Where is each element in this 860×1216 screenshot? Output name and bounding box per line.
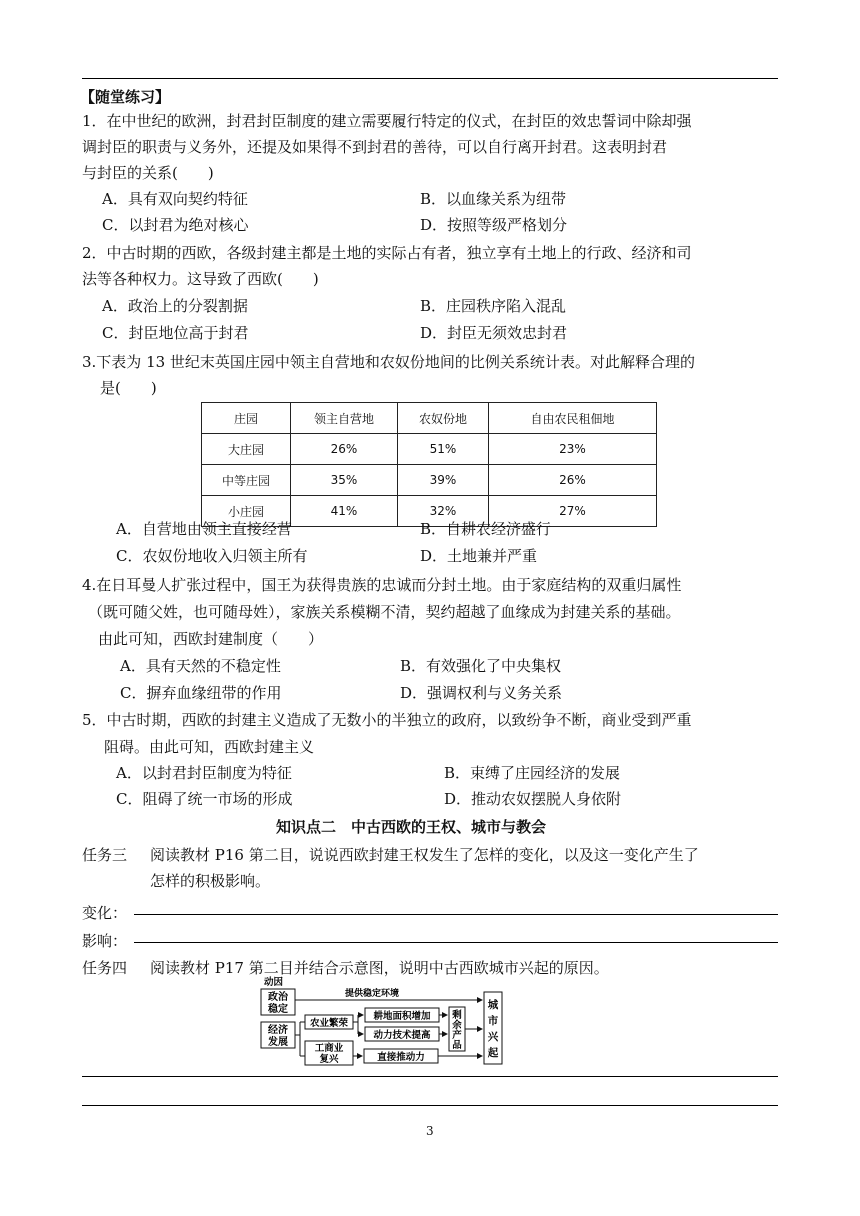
option-d[interactable]: D．推动农奴摆脱人身依附 bbox=[444, 790, 622, 808]
question-line: 4.在日耳曼人扩张过程中，国王为获得贵族的忠诚而分封土地。由于家庭结构的双重归属性 bbox=[82, 576, 682, 594]
manor-ratio-table bbox=[201, 402, 657, 527]
city-rise-diagram bbox=[250, 976, 510, 1068]
option-d[interactable]: D．土地兼并严重 bbox=[420, 547, 538, 565]
question-line: 2．中古时期的西欧，各级封建主都是土地的实际占有者，独立享有土地上的行政、经济和司 bbox=[82, 244, 692, 262]
option-a[interactable]: A．以封君封臣制度为特征 bbox=[116, 764, 292, 782]
option-d[interactable]: D．封臣无须效忠封君 bbox=[420, 324, 568, 342]
question-line: 阻碍。由此可知，西欧封建主义 bbox=[104, 738, 315, 756]
top-rule bbox=[82, 78, 778, 79]
table-cell: 26% bbox=[291, 434, 398, 465]
table-row bbox=[202, 465, 657, 496]
craft-label: 工商业复兴 bbox=[314, 1043, 344, 1065]
option-d[interactable]: D．按照等级严格划分 bbox=[420, 216, 568, 234]
option-b[interactable]: B．束缚了庄园经济的发展 bbox=[444, 764, 621, 782]
question-line: 与封臣的关系( ) bbox=[82, 164, 214, 182]
tech-label: 动力技术提高 bbox=[373, 1030, 431, 1041]
change-label: 变化： bbox=[82, 904, 128, 922]
option-a[interactable]: A．政治上的分裂割据 bbox=[102, 297, 248, 315]
table-cell: 27% bbox=[489, 496, 657, 527]
question-line: 由此可知，西欧封建制度（ ） bbox=[98, 630, 324, 648]
surplus-label: 剩余产品 bbox=[452, 1010, 462, 1051]
task4-text: 阅读教材 P17 第二目并结合示意图，说明中古西欧城市兴起的原因。 bbox=[150, 959, 609, 977]
political-label: 政治稳定 bbox=[268, 992, 288, 1015]
table-cell: 32% bbox=[398, 496, 489, 527]
page-number: 3 bbox=[426, 1124, 434, 1138]
area-label: 耕地面积增加 bbox=[373, 1011, 431, 1022]
option-b[interactable]: B．庄园秩序陷入混乱 bbox=[420, 297, 567, 315]
question-line: 3.下表为 13 世纪末英国庄园中领主自营地和农奴份地间的比例关系统计表。对此解释合理的 bbox=[82, 353, 695, 371]
task3-line: 怎样的积极影响。 bbox=[150, 872, 271, 890]
task3-label: 任务三 bbox=[82, 846, 128, 864]
table-cell: 中等庄园 bbox=[202, 465, 291, 496]
table-header-row bbox=[202, 403, 657, 434]
option-c[interactable]: C．农奴份地收入归领主所有 bbox=[116, 547, 308, 565]
option-c[interactable]: C．以封君为绝对核心 bbox=[102, 216, 249, 234]
option-a[interactable]: A．具有天然的不稳定性 bbox=[120, 657, 281, 675]
task4-label: 任务四 bbox=[82, 959, 128, 977]
diagram-title: 动因 bbox=[264, 977, 284, 988]
question-line: （既可随父姓，也可随母姓），家族关系模糊不清，契约超越了血缘成为封建关系的基础。 bbox=[88, 603, 681, 621]
question-line: 1．在中世纪的欧洲，封君封臣制度的建立需要履行特定的仪式，在封臣的效忠誓词中除却强 bbox=[82, 112, 692, 130]
option-b[interactable]: B．以血缘关系为纽带 bbox=[420, 190, 567, 208]
table-header-cell: 自由农民租佃地 bbox=[489, 403, 657, 434]
stable-env-label: 提供稳定环境 bbox=[345, 989, 400, 999]
table-header-cell: 农奴份地 bbox=[398, 403, 489, 434]
task3-line: 阅读教材 P16 第二目，说说西欧封建王权发生了怎样的变化，以及这一变化产生了 bbox=[150, 846, 699, 864]
option-a[interactable]: A．具有双向契约特征 bbox=[102, 190, 248, 208]
table-cell: 23% bbox=[489, 434, 657, 465]
option-c[interactable]: C．摒弃血缘纽带的作用 bbox=[120, 684, 282, 702]
economic-label: 经济发展 bbox=[268, 1025, 288, 1048]
table-cell: 35% bbox=[291, 465, 398, 496]
direct-label: 直接推动力 bbox=[377, 1052, 425, 1063]
question-line: 法等各种权力。这导致了西欧( ) bbox=[82, 270, 319, 288]
knowledge-point-title: 知识点二 中古西欧的王权、城市与教会 bbox=[276, 818, 547, 836]
table-cell: 39% bbox=[398, 465, 489, 496]
table-cell: 51% bbox=[398, 434, 489, 465]
section-title: 【随堂练习】 bbox=[80, 88, 171, 106]
option-b[interactable]: B．自耕农经济盛行 bbox=[420, 520, 552, 538]
table-cell: 26% bbox=[489, 465, 657, 496]
answer-rule-2[interactable] bbox=[82, 1105, 778, 1106]
table-row bbox=[202, 434, 657, 465]
option-d[interactable]: D．强调权利与义务关系 bbox=[400, 684, 563, 702]
question-line: 调封臣的职责与义务外，还提及如果得不到封君的善待，可以自行离开封君。这表明封君 bbox=[82, 138, 668, 156]
option-c[interactable]: C．封臣地位高于封君 bbox=[102, 324, 249, 342]
question-line: 5．中古时期，西欧的封建主义造成了无数小的半独立的政府，以致纷争不断，商业受到严重 bbox=[82, 711, 692, 729]
option-a[interactable]: A．自营地由领主直接经营 bbox=[116, 520, 292, 538]
effect-answer-line[interactable] bbox=[134, 942, 778, 943]
table-header-cell: 庄园 bbox=[202, 403, 291, 434]
answer-rule-1[interactable] bbox=[82, 1076, 778, 1077]
question-line: 是( ) bbox=[100, 379, 157, 397]
table-cell: 41% bbox=[291, 496, 398, 527]
table-header-cell: 领主自营地 bbox=[291, 403, 398, 434]
city-label: 城市兴起 bbox=[487, 999, 499, 1059]
option-b[interactable]: B．有效强化了中央集权 bbox=[400, 657, 562, 675]
option-c[interactable]: C．阻碍了统一市场的形成 bbox=[116, 790, 293, 808]
table-cell: 小庄园 bbox=[202, 496, 291, 527]
effect-label: 影响： bbox=[82, 932, 128, 950]
table-cell: 大庄园 bbox=[202, 434, 291, 465]
change-answer-line[interactable] bbox=[134, 914, 778, 915]
agri-label: 农业繁荣 bbox=[309, 1018, 349, 1029]
